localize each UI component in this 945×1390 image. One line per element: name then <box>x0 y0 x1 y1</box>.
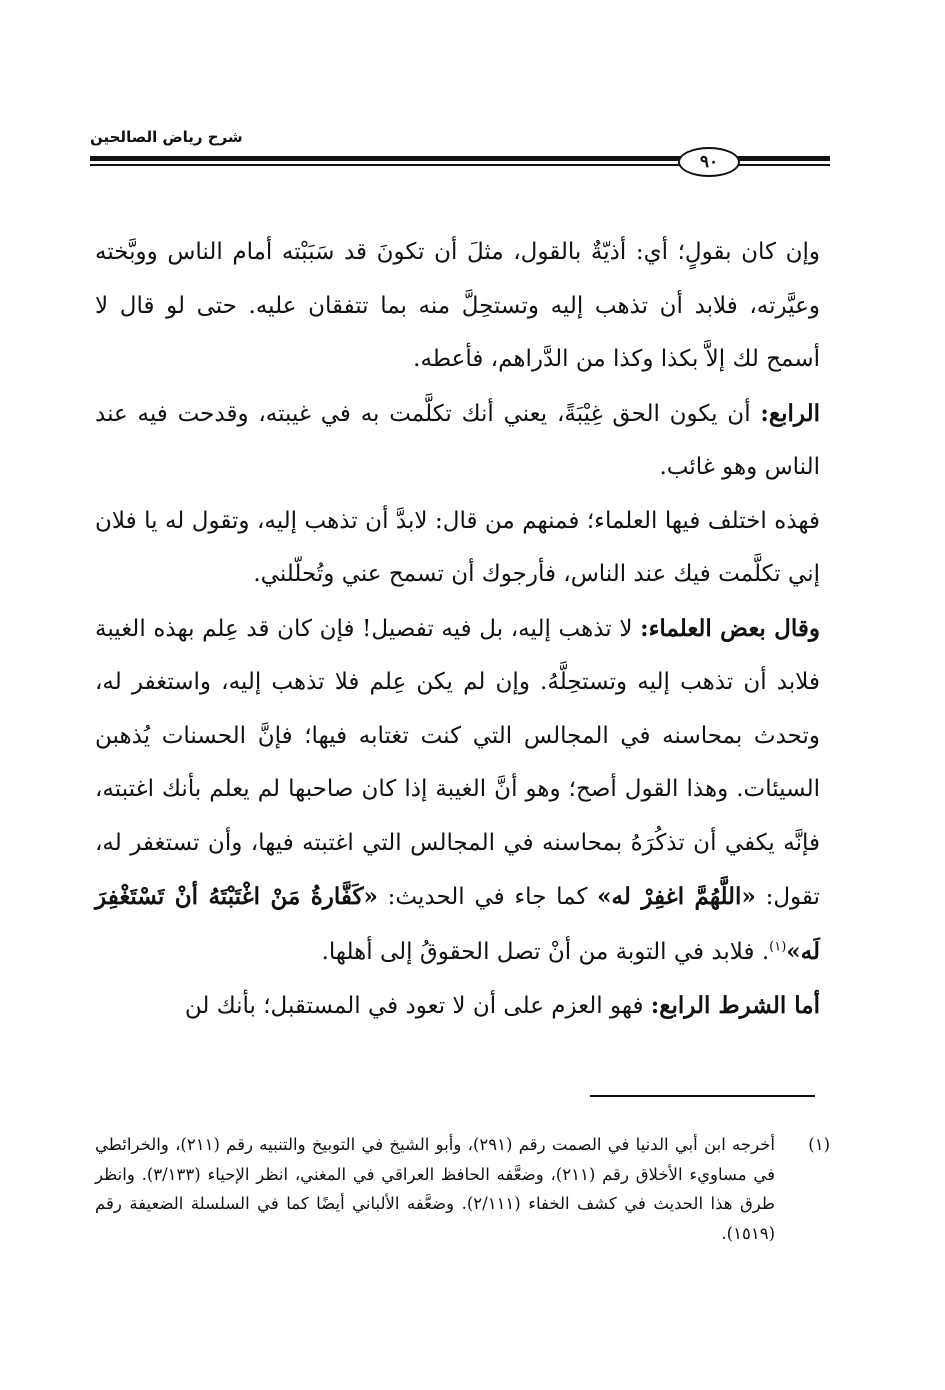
paragraph-2 <box>95 387 820 495</box>
paragraph-4 <box>95 602 820 980</box>
running-header-title: شرح رياض الصالحين <box>90 128 243 146</box>
paragraph-5-text: فهو العزم على أن لا تعود في المستقبل؛ بأنك لن <box>184 993 651 1019</box>
paragraph-5-lead: أما الشرط الرابع: <box>650 992 820 1019</box>
page-number: ٩٠ <box>678 147 740 177</box>
paragraph-3: فهذه اختلف فيها العلماء؛ فمنهم من قال: لابدَّ أن تذهب إليه، وتقول له يا فلان إني تكلَّمت فيك عند الناس، فأرجوك أن تسمح عني وتُحلّلني. <box>95 507 820 587</box>
paragraph-4-text-b: كما جاء في الحديث: <box>377 884 598 910</box>
main-text <box>95 226 820 1034</box>
paragraph-1: وإن كان بقولٍ؛ أي: أذيّةٌ بالقول، مثلَ أن تكونَ قد سَبَبْته أمام الناس ووبَّخته وعيَّرته، فلابد أن تذهب إليه وتستحِلَّ منه بما تتفقان عليه. حتى لو قال لا أسمح لك إلاَّ بكذا وكذا من الدَّراهم، فأعطه. <box>95 239 820 372</box>
paragraph-4-text-c: . فلابد في التوبة من أنْ تصل الحقوقُ إلى أهلها. <box>321 938 770 965</box>
footnote-number: (١) <box>808 1135 830 1154</box>
hadith-quote: «كَفَّارةُ مَنْ اغْتَبْتَهُ أنْ تَسْتَغْفِرَ لَه» <box>95 883 820 965</box>
footnote-separator <box>590 1095 815 1097</box>
footnote-reference[interactable]: (١) <box>769 938 787 954</box>
paragraph-4-text-a: لا تذهب إليه، بل فيه تفصيل! فإن كان قد عِلم بهذه الغيبة فلابد أن تذهب إليه وتستحِلَّهُ. وإن لم يكن عِلم فلا تذهب إليه، واستغفر له، وتحدث بمحاسنه في المجالس التي كنت تغتابه فيها؛ فإنَّ الحسنات يُذهبن السيئات. وهذا القول أصح؛ وهو أنَّ الغيبة إذا كان صاحبها لم يعلم بأنك اغتبته، فإنَّه يكفي أن تذكُرَهُ بمحاسنه في المجالس التي اغتبته فيها، وأن تستغفر له، تقول: <box>95 615 820 910</box>
paragraph-2-text: أن يكون الحق غِيْبَةً، يعني أنك تكلَّمت به في غيبته، وقدحت فيه عند الناس وهو غائب. <box>95 400 820 480</box>
paragraph-2-lead: الرابع: <box>760 399 820 427</box>
dua-quote: «اللَّهُمَّ اغفِرْ له» <box>597 883 756 910</box>
paragraph-5 <box>95 979 820 1034</box>
footnote-text: أخرجه ابن أبي الدنيا في الصمت رقم (٢٩١)، وأبو الشيخ في التوبيخ والتنبيه رقم (٢١١)، والخرائطي في مساويء الأخلاق رقم (٢١١)، وضعَّفه الحافظ العراقي في المغني، انظر الإحياء (٣/١٣٣). وانظر طرق هذا الحديث في كشف الخفاء (٢/١١١). وضعَّفه الألباني أيضًا كما في السلسلة الضعيفة رقم (١٥١٩). <box>95 1135 775 1243</box>
paragraph-4-lead: وقال بعض العلماء: <box>640 614 820 642</box>
footnote <box>95 1130 830 1248</box>
